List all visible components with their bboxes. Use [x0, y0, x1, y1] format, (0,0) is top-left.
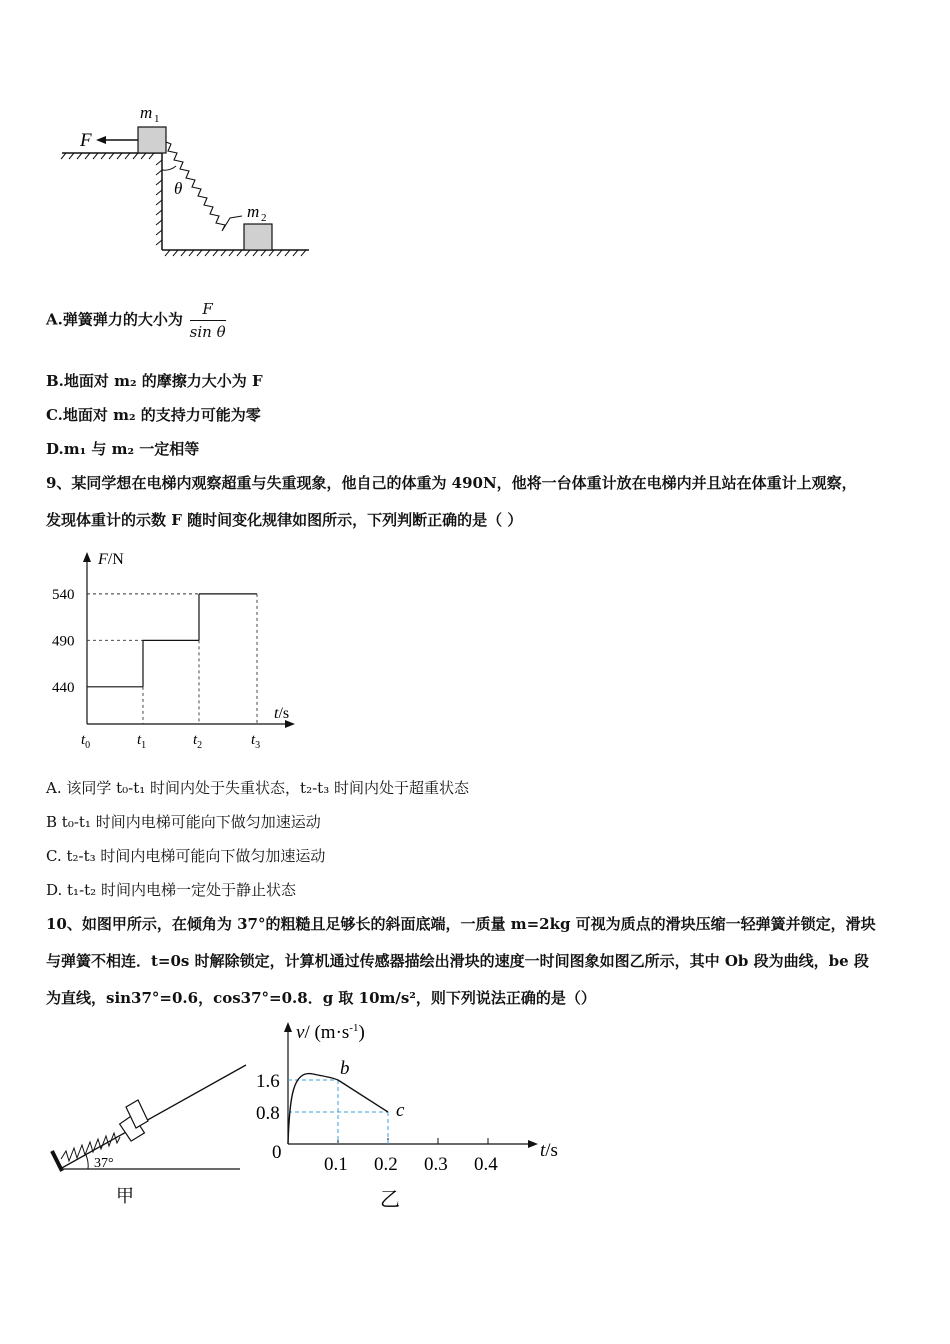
q9-stem-line1: 9、某同学想在电梯内观察超重与失重现象，他自己的体重为 490N，他将一台体重计放在电梯内并且站在体重计上观察，	[46, 474, 857, 492]
x-tick-label: 0.2	[374, 1154, 398, 1175]
spring-blocks-figure	[44, 98, 324, 266]
force-time-chart	[44, 544, 304, 754]
x-axis-label: t/s	[540, 1140, 558, 1161]
y-tick-label: 0.8	[256, 1103, 280, 1124]
angle-label: θ	[174, 179, 183, 198]
svg-text:m: m	[140, 103, 153, 122]
q9-option-b: B t₀-t₁ 时间内电梯可能向下做匀加速运动	[46, 813, 321, 831]
q8-option-d: D.m₁ 与 m₂ 一定相等	[46, 440, 200, 458]
velocity-time-chart	[250, 1016, 580, 1216]
caption-jia: 甲	[116, 1186, 134, 1206]
x-tick-label: 0.1	[324, 1154, 348, 1175]
x-tick-label: 0.4	[474, 1154, 498, 1175]
block-m2	[244, 224, 272, 250]
y-axis-label: F/N	[98, 551, 124, 568]
y-axis-arrow	[284, 1022, 292, 1032]
x-tick-label: $t_2$	[193, 732, 203, 751]
svg-text:m: m	[247, 202, 260, 221]
curve-Ob	[288, 1074, 338, 1144]
y-axis-arrow	[83, 552, 91, 562]
y-tick-label: 540	[52, 586, 75, 603]
y-tick-label: 440	[52, 679, 75, 696]
point-label-c: c	[396, 1100, 405, 1121]
q10-stem-line1: 10、如图甲所示，在倾角为 37°的粗糙且足够长的斜面底端，一质量 m=2kg 可视为质点的滑块压缩一轻弹簧并锁定，滑块	[46, 915, 876, 933]
q10-stem-line2: 与弹簧不相连．t=0s 时解除锁定，计算机通过传感器描绘出滑块的速度一时间图象如图乙所示，其中 Ob 段为曲线，be 段	[46, 952, 869, 970]
q9-option-a: A. 该同学 t₀-t₁ 时间内处于失重状态，t₂-t₃ 时间内处于超重状态	[46, 779, 469, 797]
y-tick-label: 490	[52, 633, 75, 650]
x-axis-label: t/s	[274, 705, 290, 722]
q10-stem-line3: 为直线，sin37°=0.6，cos37°=0.8．g 取 10m/s²，则下列说法正确的是（）	[46, 989, 596, 1007]
svg-text:2: 2	[261, 212, 267, 224]
y-axis-label: v/ $(m\cdot s^{-1})$	[296, 1022, 365, 1043]
q8-option-a: A.弹簧弹力的大小为 $\frac{F}{\text{sin θ}}$	[46, 300, 226, 341]
q9-stem-line2: 发现体重计的示数 F 随时间变化规律如图所示，下列判断正确的是（ ）	[46, 511, 523, 529]
q9-option-d: D. t₁-t₂ 时间内电梯一定处于静止状态	[46, 881, 296, 899]
block-m1	[138, 127, 166, 153]
q9-option-c: C. t₂-t₃ 时间内电梯可能向下做匀加速运动	[46, 847, 326, 865]
x-tick-label: 0.3	[424, 1154, 448, 1175]
x-tick-label: $t_1$	[137, 732, 147, 751]
incline-figure	[44, 1055, 254, 1210]
line-bc	[338, 1080, 388, 1112]
x-axis-arrow	[528, 1140, 538, 1148]
svg-text:1: 1	[154, 113, 160, 125]
caption-yi: 乙	[380, 1189, 400, 1211]
q8-option-c: C.地面对 m₂ 的支持力可能为零	[46, 406, 261, 424]
q8-option-b: B.地面对 m₂ 的摩擦力大小为 F	[46, 372, 263, 390]
y-tick-label: 1.6	[256, 1071, 280, 1092]
x-tick-label: $t_3$	[251, 732, 261, 751]
x-tick-label: $t_0$	[81, 732, 91, 751]
svg-text:37°: 37°	[94, 1156, 114, 1171]
point-label-b: b	[340, 1058, 350, 1079]
fraction: $\frac{F}{\text{sin θ}}$	[189, 300, 226, 341]
force-label: F	[80, 130, 92, 151]
origin-label: 0	[272, 1142, 282, 1163]
